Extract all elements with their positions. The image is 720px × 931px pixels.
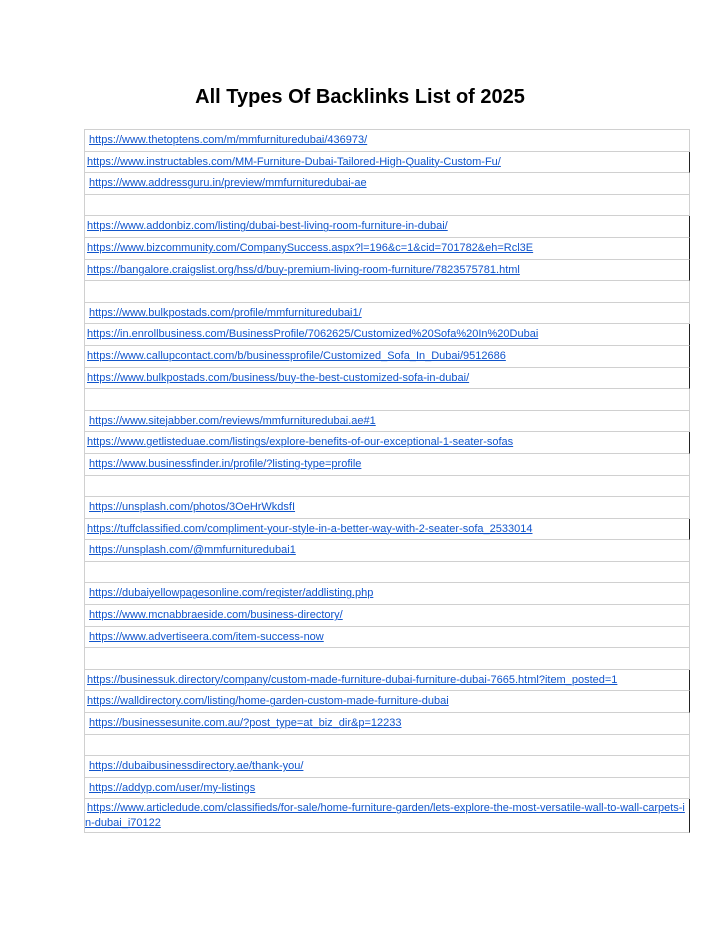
table-row <box>84 130 690 152</box>
table-row <box>84 627 690 649</box>
backlink-url-link[interactable]: https://businessuk.directory/company/custom-made-furniture-dubai-furniture-dubai-7665.html?item_posted=1 <box>87 673 618 686</box>
backlink-url-link[interactable]: https://www.bulkpostads.com/business/buy-the-best-customized-sofa-in-dubai/ <box>87 371 470 384</box>
backlink-url-link[interactable]: https://www.bulkpostads.com/profile/mmfurnituredubai1/ <box>89 306 362 319</box>
table-row <box>84 216 690 238</box>
backlink-url-link[interactable]: https://www.addonbiz.com/listing/dubai-best-living-room-furniture-in-dubai/ <box>87 220 448 233</box>
backlink-url-link[interactable]: https://www.thetoptens.com/m/mmfurnituredubai/436973/ <box>89 134 368 146</box>
backlink-url-link[interactable]: https://www.getlisteduae.com/listings/explore-benefits-of-our-exceptional-1-seater-sofas <box>87 436 514 449</box>
empty-table-row <box>84 648 690 670</box>
table-row <box>84 713 690 735</box>
backlink-url-link[interactable]: https://tuffclassified.com/compliment-your-style-in-a-better-way-with-2-seater-sofa_2533014 <box>87 522 533 535</box>
table-row <box>84 778 690 800</box>
backlink-url-link[interactable]: https://www.articledude.com/classifieds/for-sale/home-furniture-garden/lets-explore-the-most-versatile-wall-to-wall-carpets-in-dubai_i70122 <box>85 802 685 829</box>
backlink-url-link[interactable]: https://www.businessfinder.in/profile/?listing-type=profile <box>89 457 362 470</box>
backlink-url-link[interactable]: https://businessesunite.com.au/?post_type=at_biz_dir&p=12233 <box>89 717 402 730</box>
backlink-url-link[interactable]: https://dubaibusinessdirectory.ae/thank-you/ <box>89 760 304 773</box>
table-row <box>84 432 690 454</box>
backlink-url-link[interactable]: https://in.enrollbusiness.com/BusinessProfile/7062625/Customized%20Sofa%20In%20Dubai <box>87 328 539 341</box>
backlinks-table <box>84 129 690 833</box>
empty-table-row <box>84 389 690 411</box>
backlink-url-link[interactable]: https://unsplash.com/photos/3OeHrWkdsfI <box>89 501 296 514</box>
table-row <box>84 605 690 627</box>
backlink-url-link[interactable]: https://www.callupcontact.com/b/businessprofile/Customized_Sofa_In_Dubai/9512686 <box>87 349 506 362</box>
empty-table-row <box>84 562 690 584</box>
backlink-url-link[interactable]: https://www.bizcommunity.com/CompanySuccess.aspx?l=196&c=1&cid=701782&eh=Rcl3E <box>87 241 534 254</box>
table-row <box>84 152 690 174</box>
table-row <box>84 368 690 390</box>
table-row <box>84 324 690 346</box>
backlink-url-link[interactable]: https://www.mcnabbraeside.com/business-directory/ <box>89 609 343 622</box>
table-row <box>84 497 690 519</box>
backlink-url-link[interactable]: https://www.sitejabber.com/reviews/mmfurnituredubai.ae#1 <box>89 414 376 427</box>
table-row <box>84 799 690 833</box>
backlink-url-link[interactable]: https://walldirectory.com/listing/home-garden-custom-made-furniture-dubai <box>87 695 449 708</box>
backlink-url-link[interactable]: https://dubaiyellowpagesonline.com/register/addlisting.php <box>89 587 374 600</box>
empty-table-row <box>84 195 690 217</box>
table-row <box>84 346 690 368</box>
page-title: All Types Of Backlinks List of 2025 <box>195 86 525 108</box>
table-row <box>84 756 690 778</box>
table-row <box>84 519 690 541</box>
table-row <box>84 583 690 605</box>
table-row <box>84 454 690 476</box>
table-row <box>84 411 690 433</box>
table-row <box>84 303 690 325</box>
empty-table-row <box>84 476 690 498</box>
table-row <box>84 173 690 195</box>
table-row <box>84 670 690 692</box>
backlink-url-link[interactable]: https://www.advertiseera.com/item-success-now <box>89 630 324 643</box>
table-row <box>84 238 690 260</box>
table-row <box>84 691 690 713</box>
backlink-url-link[interactable]: https://unsplash.com/@mmfurnituredubai1 <box>89 544 296 557</box>
empty-table-row <box>84 281 690 303</box>
backlink-url-link[interactable]: https://www.addressguru.in/preview/mmfurnituredubai-ae <box>89 177 367 190</box>
empty-table-row <box>84 735 690 757</box>
backlink-url-link[interactable]: https://www.instructables.com/MM-Furniture-Dubai-Tailored-High-Quality-Custom-Fu/ <box>87 155 501 168</box>
backlink-url-link[interactable]: https://addyp.com/user/my-listings <box>89 781 256 794</box>
table-row <box>84 260 690 282</box>
table-row <box>84 540 690 562</box>
backlink-url-link[interactable]: https://bangalore.craigslist.org/hss/d/buy-premium-living-room-furniture/7823575781.html <box>87 263 520 276</box>
